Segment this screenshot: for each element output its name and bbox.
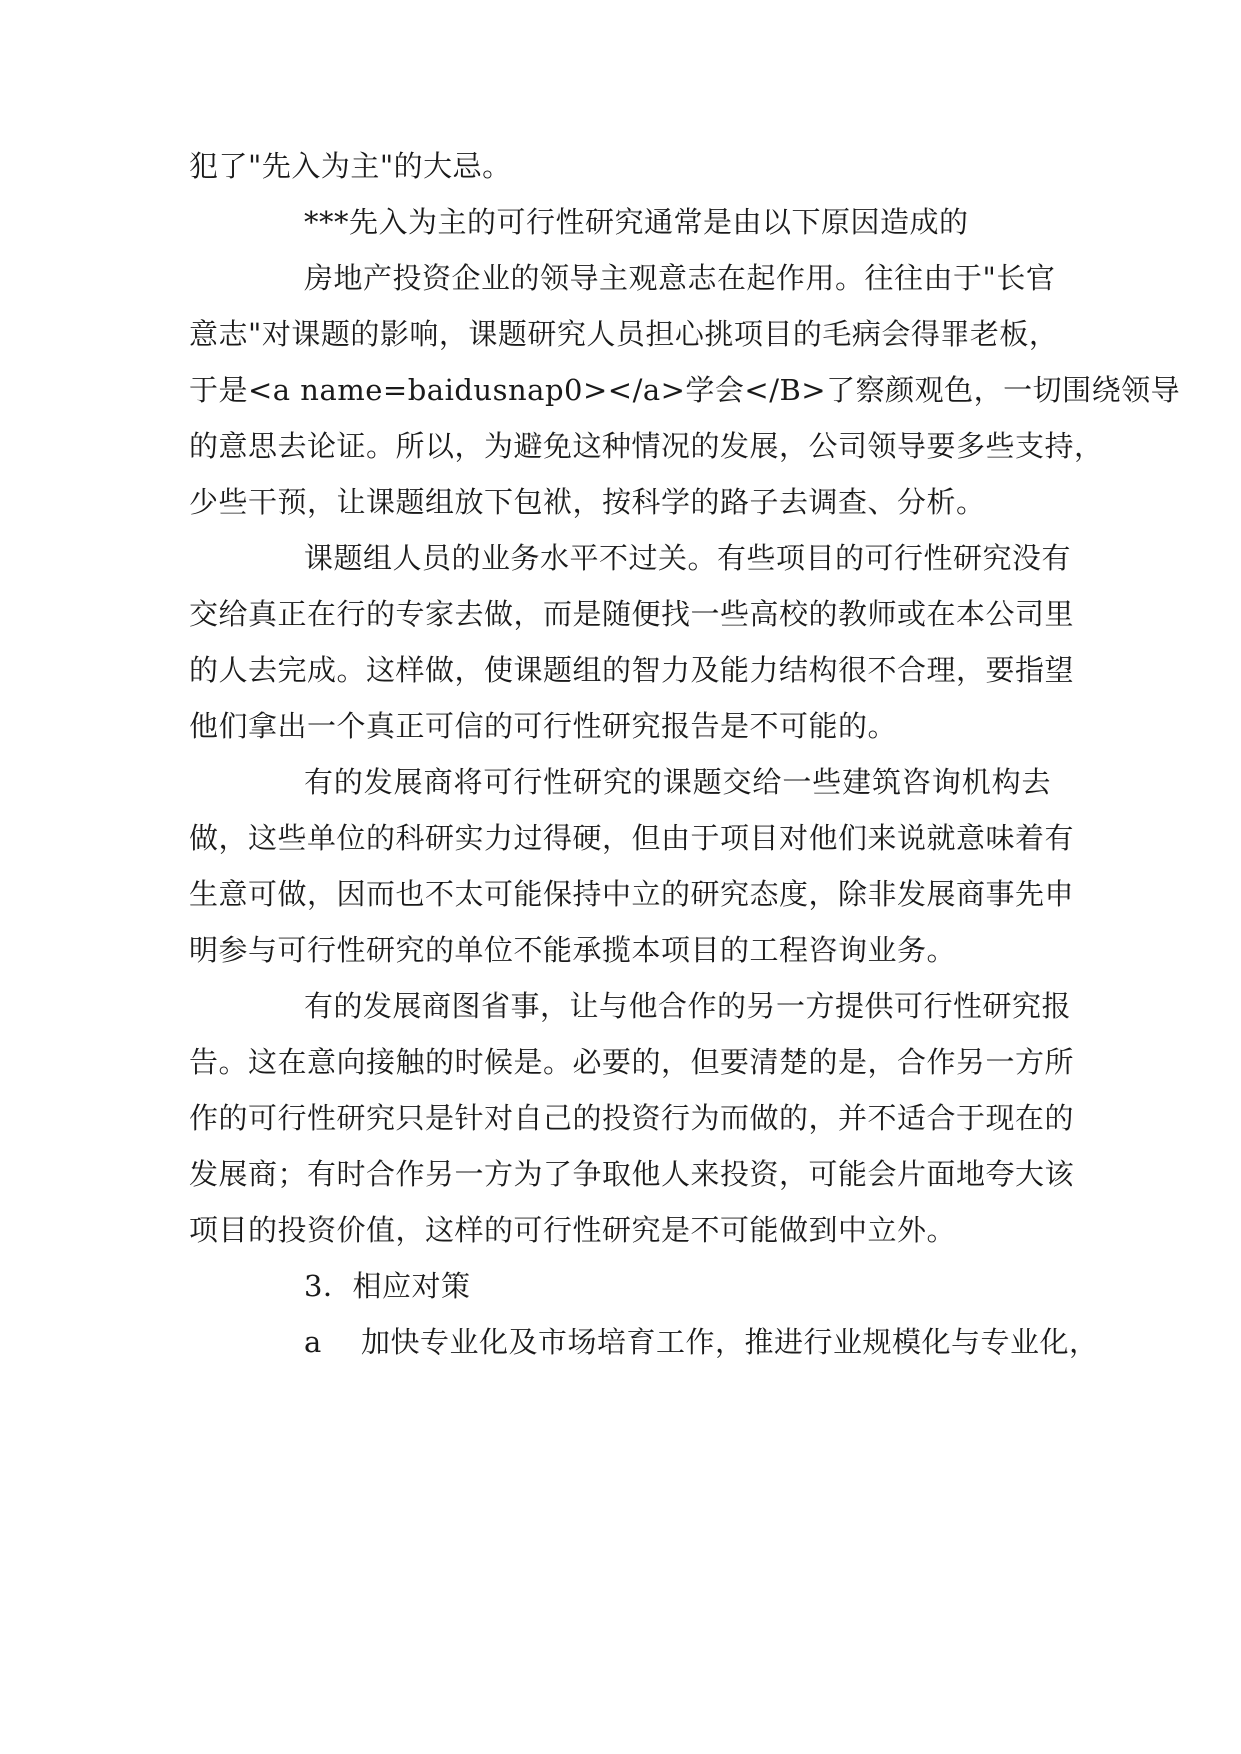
text-line: 意志"对课题的影响，课题研究人员担心挑项目的毛病会得罪老板， — [189, 317, 1059, 351]
text-line: 交给真正在行的专家去做，而是随便找一些高校的教师或在本公司里 — [189, 597, 1075, 631]
text-line: 有的发展商图省事，让与他合作的另一方提供可行性研究报 — [304, 989, 1072, 1023]
text-line: 告。这在意向接触的时候是。必要的，但要清楚的是，合作另一方所 — [189, 1045, 1075, 1079]
section-heading: 3．相应对策 — [304, 1269, 471, 1303]
text-line: 课题组人员的业务水平不过关。有些项目的可行性研究没有 — [304, 541, 1072, 575]
text-line: 做，这些单位的科研实力过得硬，但由于项目对他们来说就意味着有 — [189, 821, 1075, 855]
text-line: 生意可做，因而也不太可能保持中立的研究态度，除非发展商事先申 — [189, 877, 1075, 911]
text-line: 发展商；有时合作另一方为了争取他人来投资，可能会片面地夸大该 — [189, 1157, 1075, 1191]
text-line: 的意思去论证。所以，为避免这种情况的发展，公司领导要多些支持， — [189, 429, 1104, 463]
text-line: 明参与可行性研究的单位不能承揽本项目的工程咨询业务。 — [189, 933, 957, 967]
text-line: 少些干预，让课题组放下包袱，按科学的路子去调查、分析。 — [189, 485, 986, 519]
text-line: 房地产投资企业的领导主观意志在起作用。往往由于"长官 — [304, 261, 1056, 295]
text-line: 项目的投资价值，这样的可行性研究是不可能做到中立外。 — [189, 1213, 957, 1247]
text-line: a 加快专业化及市场培育工作，推进行业规模化与专业化， — [304, 1325, 1099, 1359]
text-line: 他们拿出一个真正可信的可行性研究报告是不可能的。 — [189, 709, 898, 743]
text-line: 犯了"先入为主"的大忌。 — [189, 149, 512, 183]
text-line: 作的可行性研究只是针对自己的投资行为而做的，并不适合于现在的 — [189, 1101, 1075, 1135]
text-line: ***先入为主的可行性研究通常是由以下原因造成的 — [304, 205, 969, 239]
text-line: 于是<a name=baidusnap0></a>学会</B>了察颜观色，一切围绕领导 — [189, 373, 1181, 407]
text-line: 有的发展商将可行性研究的课题交给一些建筑咨询机构去 — [304, 765, 1051, 799]
text-line: 的人去完成。这样做，使课题组的智力及能力结构很不合理，要指望 — [189, 653, 1075, 687]
